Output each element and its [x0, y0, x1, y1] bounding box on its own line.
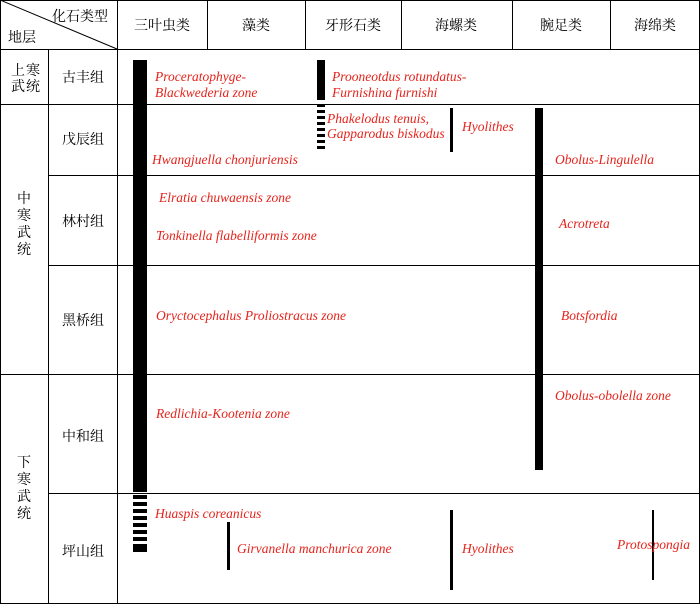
zone-acrotreta: Acrotreta: [559, 216, 610, 231]
zone-phakelodus-line2: Gapparodus biskodus: [327, 126, 445, 141]
zone-girvanella: Girvanella manchurica zone: [237, 541, 392, 556]
zone-redlichia: Redlichia-Kootenia zone: [156, 406, 290, 421]
zone-obolus-obolella: Obolus-obolella zone: [555, 388, 671, 403]
conodont-dash: [317, 122, 325, 125]
zone-prooneotdus-line2: Furnishina furnishi: [332, 85, 438, 100]
zone-hyolithes-lower: Hyolithes: [462, 541, 514, 556]
zone-labels: [151, 69, 690, 556]
formation-gufeng: 古丰组: [62, 70, 104, 86]
fossil-type-header-label: 化石类型: [52, 9, 108, 25]
zone-elratia: Elratia chuwaensis zone: [159, 190, 291, 205]
formation-lincun: 林村组: [62, 214, 104, 230]
gastropod-range-bar-upper: [450, 108, 453, 152]
conodont-dash: [317, 146, 325, 149]
conodont-dashed-bar: [317, 104, 325, 149]
conodont-dash: [317, 140, 325, 143]
lower-series-char-3: 武: [17, 489, 31, 505]
trilobite-dash: [133, 523, 147, 527]
formation-wuchen: 戊辰组: [62, 132, 104, 148]
trilobite-dash: [133, 495, 147, 499]
conodont-dash: [317, 128, 325, 131]
brachiopod-range-bar: [535, 108, 543, 470]
stratum-header-label: 地层: [8, 30, 36, 46]
zone-proceratophyge-line2: Blackwederia zone: [155, 85, 258, 100]
trilobite-dash: [133, 509, 147, 513]
formation-zhonghe: 中和组: [62, 429, 104, 445]
zone-prooneotdus-line1: Prooneotdus rotundatus-: [332, 69, 467, 84]
trilobite-range-bar: [133, 60, 147, 492]
conodont-dash: [317, 134, 325, 137]
trilobite-dash: [133, 502, 147, 506]
middle-series-char-1: 中: [17, 191, 31, 207]
formation-pingshan: 坪山组: [62, 544, 104, 560]
middle-series-char-4: 统: [17, 242, 31, 258]
header-gastropod: 海螺类: [435, 18, 477, 34]
gastropod-range-bar-lower: [450, 510, 453, 590]
zone-proceratophyge-line1: Proceratophyge-: [155, 69, 246, 84]
header-conodont: 牙形石类: [325, 18, 381, 34]
trilobite-dash: [133, 530, 147, 534]
header-algae: 藻类: [242, 18, 270, 34]
zone-obolus-lingulella: Obolus-Lingulella: [555, 152, 655, 167]
upper-series-char-2: 寒: [26, 63, 40, 79]
conodont-dash: [317, 110, 325, 113]
formation-heiqiao: 黑桥组: [62, 313, 104, 329]
zone-oryctocephalus: Oryctocephalus Proliostracus zone: [156, 308, 346, 323]
upper-series-char-4: 统: [26, 79, 40, 95]
header: [8, 8, 676, 46]
algae-range-bar: [227, 522, 230, 570]
zone-tonkinella: Tonkinella flabelliformis zone: [156, 228, 317, 243]
conodont-dash: [317, 104, 325, 107]
zone-phakelodus-line1: Phakelodus tenuis,: [327, 111, 429, 126]
header-sponge: 海绵类: [634, 18, 676, 34]
formation-labels: [62, 69, 104, 560]
zone-botsfordia: Botsfordia: [561, 308, 618, 323]
conodont-range-bar: [317, 60, 325, 100]
trilobite-dashed-bar: [133, 495, 147, 552]
lower-series-char-4: 统: [17, 506, 31, 522]
series-labels: [11, 63, 40, 522]
middle-series-char-2: 寒: [17, 208, 31, 224]
trilobite-dash: [133, 544, 147, 552]
lower-series-char-2: 寒: [17, 472, 31, 488]
upper-series-char-3: 武: [11, 79, 25, 95]
header-brachiopod: 腕足类: [540, 18, 582, 34]
zone-protospongia: Protospongia: [617, 537, 691, 552]
zone-hyolithes-upper: Hyolithes: [462, 119, 514, 134]
zone-huaspis: Huaspis coreanicus: [155, 506, 262, 521]
trilobite-dash: [133, 537, 147, 541]
conodont-dash: [317, 116, 325, 119]
zone-hwangjuella: Hwangjuella chonjuriensis: [152, 152, 298, 167]
trilobite-dash: [133, 516, 147, 520]
upper-series-char-1: 上: [11, 63, 25, 79]
header-trilobite: 三叶虫类: [134, 18, 190, 34]
lower-series-char-1: 下: [17, 455, 31, 471]
middle-series-char-3: 武: [17, 225, 31, 241]
